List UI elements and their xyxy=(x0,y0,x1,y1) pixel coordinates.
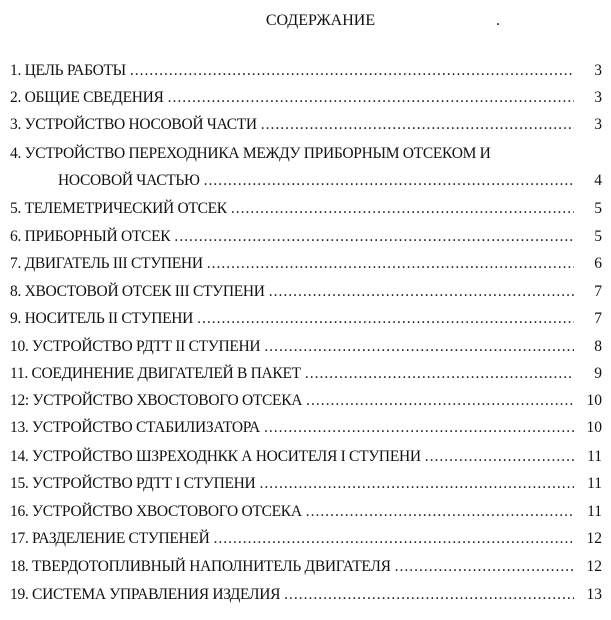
toc-entry-label: 7. ДВИГАТЕЛЬ III СТУПЕНИ xyxy=(10,255,203,272)
toc-entry-label: 1. ЦЕЛЬ РАБОТЫ xyxy=(10,62,126,79)
toc-entry[interactable] xyxy=(10,310,602,330)
toc-entry-label: 19. СИСТЕМА УПРАВЛЕНИЯ ИЗДЕЛИЯ xyxy=(10,586,281,603)
dot-leader xyxy=(207,255,574,273)
toc-page-number: 3 xyxy=(594,116,602,133)
toc-entry-label: 2. ОБЩИЕ СВЕДЕНИЯ xyxy=(10,89,164,106)
toc-entry[interactable] xyxy=(10,503,602,523)
toc-entry[interactable] xyxy=(10,558,602,578)
toc-page-number: 10 xyxy=(586,392,602,409)
dot-leader xyxy=(264,419,574,437)
toc-entry-label: 17. РАЗДЕЛЕНИЕ СТУПЕНЕЙ xyxy=(10,530,210,547)
toc-entry-label: 10. УСТРОЙСТВО РДТТ II СТУПЕНИ xyxy=(10,338,261,355)
toc-page-number: 11 xyxy=(587,475,602,492)
toc-entry-label: 4. УСТРОЙСТВО ПЕРЕХОДНИКА МЕЖДУ ПРИБОРНЫМ ОТСЕКОМ И xyxy=(10,145,491,162)
toc-entry[interactable] xyxy=(10,116,602,136)
dot-leader xyxy=(231,200,574,218)
toc-entry[interactable] xyxy=(10,475,602,495)
dot-leader xyxy=(197,310,574,328)
toc-entry[interactable] xyxy=(10,89,602,109)
toc-entry-continuation[interactable] xyxy=(58,172,602,192)
toc-entry[interactable] xyxy=(10,255,602,275)
dot-leader xyxy=(306,392,574,410)
dot-leader xyxy=(259,475,574,493)
dot-leader xyxy=(264,338,574,356)
toc-entry-label: 9. НОСИТЕЛЬ II СТУПЕНИ xyxy=(10,310,194,327)
dot-leader xyxy=(168,89,574,107)
dot-leader xyxy=(306,503,574,521)
toc-page-number: 10 xyxy=(586,419,602,436)
toc-entry[interactable] xyxy=(10,392,602,412)
dot-leader xyxy=(213,530,574,548)
toc-entry[interactable] xyxy=(10,586,602,606)
toc-entry-label: НОСОВОЙ ЧАСТЬЮ xyxy=(58,172,200,189)
toc-entry[interactable] xyxy=(10,419,602,439)
toc-entry[interactable] xyxy=(10,338,602,358)
toc-page-number: 4 xyxy=(594,172,602,189)
toc-entry[interactable] xyxy=(10,448,602,468)
toc-page-number: 5 xyxy=(594,228,602,245)
dot-leader xyxy=(130,62,574,80)
toc-entry-label: 6. ПРИБОРНЫЙ ОТСЕК xyxy=(10,228,171,245)
toc-page-number: 7 xyxy=(594,283,602,300)
toc-page-number: 9 xyxy=(594,365,602,382)
dot-leader xyxy=(261,116,574,134)
toc-entry-label: 15. УСТРОЙСТВО РДТТ I СТУПЕНИ xyxy=(10,475,256,492)
toc-page-number: 12 xyxy=(586,558,602,575)
toc-page-number: 6 xyxy=(594,255,602,272)
toc-entry[interactable] xyxy=(10,530,602,550)
toc-page-number: 8 xyxy=(594,338,602,355)
dot-leader xyxy=(269,283,574,301)
toc-page-number: 13 xyxy=(586,586,602,603)
toc-page-number: 5 xyxy=(594,200,602,217)
toc-entry[interactable] xyxy=(10,145,602,165)
toc-page-number: 3 xyxy=(594,89,602,106)
dot-leader xyxy=(425,448,574,466)
toc-entry-label: 5. ТЕЛЕМЕТРИЧЕСКИЙ ОТСЕК xyxy=(10,200,227,217)
toc-entry-label: 3. УСТРОЙСТВО НОСОВОЙ ЧАСТИ xyxy=(10,116,257,133)
toc-entry[interactable] xyxy=(10,283,602,303)
toc-page-number: 7 xyxy=(594,310,602,327)
toc-page-number: 3 xyxy=(594,62,602,79)
toc-entry[interactable] xyxy=(10,200,602,220)
toc-entry-label: 13. УСТРОЙСТВО СТАБИЛИЗАТОРА xyxy=(10,419,260,436)
toc-page-number: 11 xyxy=(587,448,602,465)
dot-leader xyxy=(204,172,574,190)
stray-mark: . xyxy=(496,12,500,29)
toc-page-number: 11 xyxy=(587,503,602,520)
toc-entry-label: 8. ХВОСТОВОЙ ОТСЕК III СТУПЕНИ xyxy=(10,283,265,300)
dot-leader xyxy=(284,586,574,604)
page-title: СОДЕРЖАНИЕ xyxy=(265,12,376,29)
dot-leader xyxy=(305,365,574,383)
toc-entry[interactable] xyxy=(10,365,602,385)
toc-entry[interactable] xyxy=(10,228,602,248)
toc-entry-label: 14. УСТРОЙСТВО ШЗРЕХОДНКК А НОСИТЕЛЯ I СТУПЕНИ xyxy=(10,448,421,465)
toc-entry-label: 12: УСТРОЙСТВО ХВОСТОВОГО ОТСЕКА xyxy=(10,392,303,409)
toc-page-number: 12 xyxy=(586,530,602,547)
toc-entry[interactable] xyxy=(10,62,602,82)
toc-entry-label: 16. УСТРОЙСТВО ХВОСТОВОГО ОТСЕКА xyxy=(10,503,302,520)
toc-entry-label: 18. ТВЕРДОТОПЛИВНЫЙ НАПОЛНИТЕЛЬ ДВИГАТЕЛЯ xyxy=(10,558,391,575)
dot-leader xyxy=(174,228,574,246)
dot-leader xyxy=(395,558,574,576)
toc-entry-label: 11. СОЕДИНЕНИЕ ДВИГАТЕЛЕЙ В ПАКЕТ xyxy=(10,365,301,382)
